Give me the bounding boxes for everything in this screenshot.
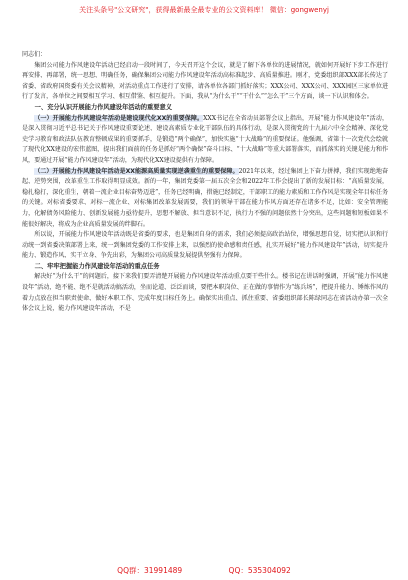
subheading-1-1: （一）开展能力作风建设年活动是建设现代化XX的重要保障。: [34, 114, 204, 122]
paragraph-1-2: [22, 167, 388, 231]
paragraph-1-1: [22, 114, 388, 167]
greeting: 同志们：: [22, 51, 47, 58]
paragraph-intro: 集团公司能力作风建设年活动已经启动一段时间了，今天召开这个会议，就是了解下各单位的进展情况，就如何开展好下步工作进行再安排、再部署，统一思想、明确任务，确保集团公司能力作风建设年活动高标准起步、高质量推进。刚才，党委组织部XXX部长传达了省委、省政府国资委有关会议精神，对活动重点工作进行了安排，请各单位各部门抓好落实；XXX公司、XXX公司、XXX园区三家单位进行了发言，各单位之间要相互学习、相互借鉴、相互提升。下面，我从“为什么干”“干什么”“怎么干”三个方面，谈一下认识和体会。: [22, 61, 388, 101]
document-body: [22, 50, 388, 315]
footer-qq-group: QQ群：31991489: [117, 566, 183, 575]
paragraph-2-intro: 解决好“为什么干”的问题后，接下来我们要弄清楚开展能力作风建设年活动重点要干些什么。楼书记在讲话时强调，开展“能力作风建设年”活动，绝不能、绝不是就活动搞活动，坐而论道、泛泛而谈，要把本职岗位、正在做的事情作为“练兵场”，把提升能力、锤炼作风的着力点放在担当职责使命、做好本职工作、完成年度目标任务上。确保实出重点、抓住重要、省委组织部长陈绿同志在省活动办第一次全体会议上说，能力作风建设年活动，不是: [22, 273, 388, 313]
subheading-1-2: （二）开展能力作风建设年活动是XX能源高质量实现逆袭重生的重要保障。: [34, 167, 239, 175]
banner-text: 关注头条号"公文研究"，获得最新最全最专业的公文资料库！ 微信：gongwenyj: [79, 6, 329, 14]
paragraph-1-1-text: XXX书记在全省动员部署会议上指出，开展“能力作风建设年”活动，是深入贯彻习近平总书记关于作风建设重要论述、建设高素质专业化干部队伍的具体行动，是深入贯彻党的十九届六中全会精神、深化党史学习教育和政法队伍教育整顿成果的重要抓手，是锻造“两个确保”，加快实施“十大战略”的重要保证。他强调，省第十一次党代会绘就了现代化XX建设的宏伟蓝图，提出我们面前的任务是抓好“两个确保”奋斗目标、“十大战略”等重大部署落实，而抓落实的关键是能力和作风，要通过开展“能力作风建设年”活动，为现代化XX建设提供有力保障。: [22, 114, 388, 164]
paragraph-1-2-text: 2021年以来，经过集团上下奋力拼搏，我们实现绝地奋起、逆势突围，改革重生工作取得明显成效。新的一年，集团党委第一届五次全会和2022年工作会提出了新的发展目标：“高质量发展，稳扎稳打，深化重生，朝着一流企业目标奋势迈进”，任务已经明确，措施已经制定，干部职工的能力素质和工作作风是实现全年目标任务的关键。对标省委要求、对标一流企业、对标集团改革发展需要，我们的领导干部在能力作风方面还存在诸多不足，比如：安全管理能力，化解债务风险能力、创新发展能力亟待提升，思想不解放、担当意识不足，执行力不强的问题依然十分突出，这些问题和短板如果不能很好解决，将成为企业高质量发展的绊脚石。: [22, 167, 388, 228]
section-heading-1: 一、充分认识开展能力作风建设年活动的重要意义: [34, 103, 173, 111]
footer-qq: QQ：535304092: [228, 566, 291, 575]
paragraph-conclusion-1: 所以说，开展能力作风建设年活动既是省委的要求，也是集团自身的需求，我们必须提高政治站位，增强思想自觉，切实把认识和行动统一到省委决策部署上来，统一到集团党委的工作安排上来，以强烈的使命感和责任感，扎实开展好“能力作风建设年”活动，切实提升能力、锻造作风、实干立身、争先出彩，为集团公司高质量发展提供坚强有力保障。: [22, 231, 388, 260]
footer-contacts: [0, 565, 408, 576]
section-heading-2: 二、牢牢把握能力作风建设年活动的重点任务: [34, 262, 160, 270]
header-banner: [54, 6, 354, 16]
